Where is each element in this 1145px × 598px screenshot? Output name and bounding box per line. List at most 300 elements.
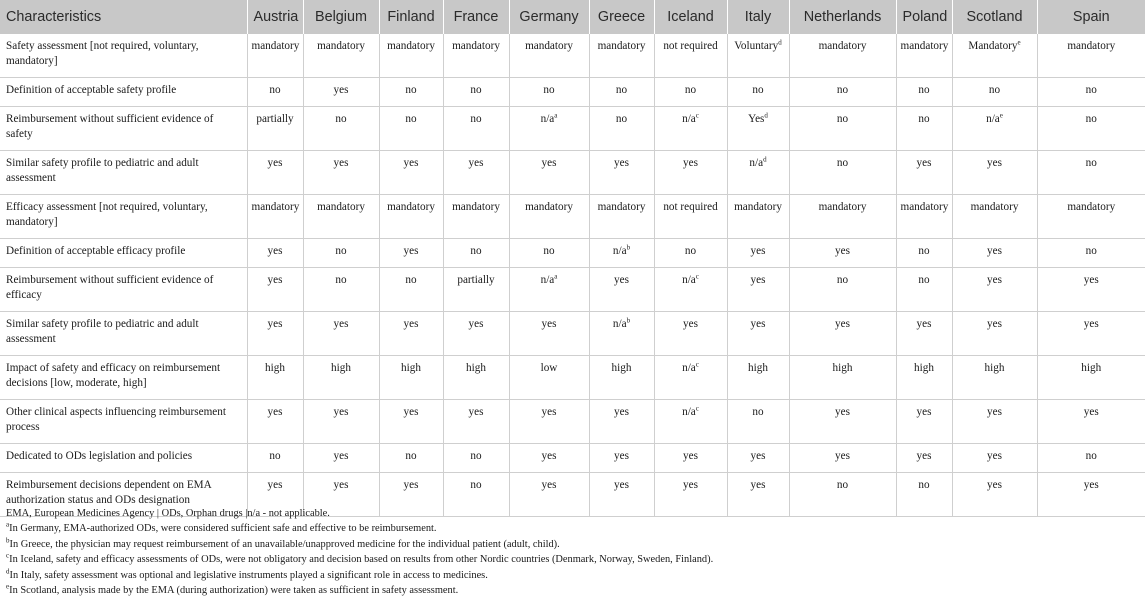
cell-value: no: [918, 84, 930, 96]
table-cell: [589, 195, 654, 239]
cell-value: yes: [835, 318, 850, 330]
cell-value: mandatory: [818, 201, 867, 213]
cell-value: no: [335, 274, 347, 286]
cell-value: yes: [987, 318, 1002, 330]
cell-value: no: [988, 84, 1001, 96]
cell-value: mandatory: [525, 201, 573, 213]
cell-value: no: [1085, 450, 1097, 462]
table-cell: [509, 107, 589, 151]
table-cell: [443, 195, 509, 239]
cell-value: no: [684, 245, 697, 257]
cell-value: yes: [916, 450, 932, 462]
cell-value: yes: [403, 479, 419, 491]
table-cell: [896, 268, 952, 312]
cell-value: n/a: [749, 157, 764, 169]
table-cell: [589, 34, 654, 78]
footnote-mark: c: [695, 111, 699, 120]
footnote-mark: a: [6, 520, 10, 529]
table-header-row: [0, 0, 1145, 34]
cell-value: no: [335, 245, 347, 257]
cell-value: yes: [750, 479, 766, 491]
cell-value: no: [1085, 84, 1097, 96]
cell-value: high: [466, 362, 486, 374]
table-cell: [379, 444, 443, 473]
cell-value: mandatory: [387, 201, 435, 213]
cell-value: mandatory: [317, 40, 365, 52]
footnote-mark: c: [695, 360, 699, 369]
table-cell: [379, 356, 443, 400]
table-cell: [247, 444, 303, 473]
cell-value: yes: [333, 406, 349, 418]
table-cell: [789, 268, 896, 312]
table-cell: [952, 78, 1037, 107]
cell-value: no: [752, 406, 764, 418]
table-cell: [727, 312, 789, 356]
table-cell: [589, 268, 654, 312]
table-row: [0, 195, 1145, 239]
table-cell: [1037, 78, 1145, 107]
table-cell: [952, 151, 1037, 195]
cell-value: yes: [750, 274, 766, 286]
cell-value: yes: [468, 406, 484, 418]
cell-value: no: [470, 113, 482, 125]
row-label: Dedicated to ODs legislation and policies: [0, 444, 247, 473]
cell-value: high: [748, 362, 768, 374]
table-cell: [1037, 312, 1145, 356]
cell-value: no: [918, 113, 930, 125]
cell-value: yes: [614, 157, 629, 169]
table-row: [0, 400, 1145, 444]
footnote-text: In Iceland, safety and efficacy assessments of ODs, were not obligatory and decision based on results from other Nordic countries (Denmark, Norway, Sweden, Finland).: [9, 554, 714, 566]
cell-value: yes: [835, 450, 850, 462]
cell-value: no: [836, 479, 849, 491]
table-cell: [1037, 400, 1145, 444]
footnote-mark: c: [695, 272, 699, 281]
table-cell: [789, 473, 896, 517]
row-label: Definition of acceptable efficacy profile: [0, 239, 247, 268]
footnote-mark: c: [6, 551, 10, 560]
cell-value: no: [1085, 113, 1097, 125]
cell-value: no: [1085, 245, 1097, 257]
table-cell: [1037, 268, 1145, 312]
cell-value: yes: [1083, 318, 1099, 330]
table-cell: [896, 151, 952, 195]
table-cell: [952, 195, 1037, 239]
cell-value: yes: [683, 318, 698, 330]
footnote: [6, 521, 713, 536]
table-cell: [654, 444, 727, 473]
header-austria: Austria: [247, 0, 303, 34]
header-characteristics: Characteristics: [0, 0, 247, 34]
table-cell: [509, 356, 589, 400]
cell-value: high: [331, 362, 351, 374]
cell-value: yes: [333, 157, 349, 169]
table-cell: [654, 107, 727, 151]
cell-value: yes: [1083, 406, 1099, 418]
cell-value: yes: [541, 157, 557, 169]
table-cell: [303, 312, 379, 356]
table-row: [0, 239, 1145, 268]
cell-value: no: [405, 113, 417, 125]
cell-value: partially: [256, 113, 294, 125]
table-cell: [896, 239, 952, 268]
cell-value: mandatory: [970, 201, 1019, 213]
cell-value: yes: [333, 450, 349, 462]
table-cell: [443, 400, 509, 444]
row-label: Efficacy assessment [not required, voluntary, mandatory]: [0, 195, 247, 239]
table-cell: [247, 312, 303, 356]
cell-value: no: [470, 84, 482, 96]
cell-value: n/a: [682, 113, 696, 125]
table-cell: [952, 400, 1037, 444]
table-cell: [727, 444, 789, 473]
table-row: [0, 312, 1145, 356]
table-row: [0, 356, 1145, 400]
table-row: [0, 34, 1145, 78]
cell-value: mandatory: [452, 40, 500, 52]
table-cell: [727, 473, 789, 517]
cell-value: yes: [835, 406, 850, 418]
table-cell: [303, 195, 379, 239]
table-cell: [247, 107, 303, 151]
cell-value: no: [836, 274, 849, 286]
cell-value: no: [918, 479, 930, 491]
cell-value: yes: [468, 157, 484, 169]
table-cell: [509, 34, 589, 78]
cell-value: yes: [614, 479, 629, 491]
footnote-mark: d: [778, 38, 782, 47]
cell-value: no: [405, 274, 417, 286]
footnote-mark: a: [554, 272, 558, 281]
cell-value: mandatory: [900, 201, 949, 213]
cell-value: yes: [987, 450, 1002, 462]
table-cell: [896, 400, 952, 444]
header-italy: Italy: [727, 0, 789, 34]
cell-value: yes: [541, 318, 557, 330]
table-cell: [727, 239, 789, 268]
header-poland: Poland: [896, 0, 952, 34]
table-cell: [1037, 239, 1145, 268]
cell-value: yes: [541, 450, 557, 462]
table-cell: [654, 400, 727, 444]
cell-value: yes: [750, 450, 766, 462]
cell-value: yes: [333, 318, 349, 330]
table-cell: [896, 356, 952, 400]
table-cell: [379, 195, 443, 239]
table-cell: [654, 78, 727, 107]
cell-value: mandatory: [525, 40, 573, 52]
table-row: [0, 107, 1145, 151]
table-cell: [247, 78, 303, 107]
footnote-text: In Germany, EMA-authorized ODs, were considered sufficient safe and effective to be reimbursement.: [9, 523, 437, 535]
table-cell: [443, 268, 509, 312]
cell-value: yes: [267, 245, 283, 257]
table-cell: [303, 107, 379, 151]
table-cell: [1037, 356, 1145, 400]
cell-value: yes: [916, 157, 932, 169]
table-cell: [896, 107, 952, 151]
table-cell: [247, 356, 303, 400]
cell-value: yes: [987, 479, 1002, 491]
table-cell: [509, 78, 589, 107]
table-cell: [247, 34, 303, 78]
cell-value: no: [836, 84, 849, 96]
table-cell: [509, 444, 589, 473]
table-cell: [654, 151, 727, 195]
footnote-mark: b: [626, 243, 631, 252]
footnote: [6, 506, 713, 521]
table-cell: [379, 312, 443, 356]
table-cell: [896, 78, 952, 107]
header-spain: Spain: [1037, 0, 1145, 34]
table-cell: [789, 195, 896, 239]
table-cell: [1037, 151, 1145, 195]
cell-value: yes: [333, 479, 349, 491]
cell-value: no: [684, 84, 697, 96]
cell-value: mandatory: [317, 201, 365, 213]
footnote-mark: d: [763, 155, 767, 164]
cell-value: yes: [541, 406, 557, 418]
cell-value: no: [335, 113, 347, 125]
footnote-text: In Greece, the physician may request reimbursement of an unavailable/unapproved medicine for the individual patient (adult, child).: [9, 538, 560, 550]
table-cell: [952, 473, 1037, 517]
cell-value: yes: [614, 450, 629, 462]
cell-value: low: [540, 362, 558, 374]
cell-value: mandatory: [387, 40, 435, 52]
table-cell: [789, 356, 896, 400]
footnote-text: EMA, European Medicines Agency | ODs, Orphan drugs |n/a - not applicable.: [6, 508, 330, 519]
row-label: Reimbursement decisions dependent on EMA authorization status and ODs designation: [0, 473, 247, 517]
cell-value: yes: [683, 157, 698, 169]
table-cell: [1037, 107, 1145, 151]
cell-value: high: [1081, 362, 1102, 374]
table-cell: [789, 444, 896, 473]
footnote-mark: b: [626, 316, 631, 325]
cell-value: yes: [987, 157, 1002, 169]
table-cell: [443, 356, 509, 400]
row-label: Reimbursement without sufficient evidence of efficacy: [0, 268, 247, 312]
cell-value: mandatory: [597, 201, 646, 213]
cell-value: partially: [457, 274, 495, 286]
table-cell: [727, 268, 789, 312]
table-cell: [789, 239, 896, 268]
cell-value: yes: [403, 318, 419, 330]
cell-value: mandatory: [734, 201, 782, 213]
cell-value: no: [470, 245, 482, 257]
table-cell: [789, 312, 896, 356]
cell-value: yes: [267, 274, 283, 286]
table-cell: [952, 444, 1037, 473]
cell-value: yes: [614, 274, 629, 286]
cell-value: yes: [750, 318, 766, 330]
cell-value: yes: [267, 406, 283, 418]
table-cell: [379, 151, 443, 195]
cell-value: mandatory: [452, 201, 500, 213]
table-cell: [727, 356, 789, 400]
row-label: Safety assessment [not required, voluntary, mandatory]: [0, 34, 247, 78]
table-cell: [589, 107, 654, 151]
table-cell: [589, 312, 654, 356]
header-iceland: Iceland: [654, 0, 727, 34]
table-cell: [443, 239, 509, 268]
table-cell: [654, 239, 727, 268]
cell-value: not required: [663, 201, 718, 213]
table-cell: [589, 239, 654, 268]
table-cell: [509, 195, 589, 239]
table-cell: [303, 356, 379, 400]
cell-value: yes: [267, 157, 283, 169]
row-label: Impact of safety and efficacy on reimbursement decisions [low, moderate, high]: [0, 356, 247, 400]
table-row: [0, 78, 1145, 107]
table-cell: [303, 239, 379, 268]
header-germany: Germany: [509, 0, 589, 34]
cell-value: no: [615, 113, 628, 125]
table-cell: [727, 151, 789, 195]
footnote-mark: d: [6, 567, 10, 576]
cell-value: high: [914, 362, 934, 374]
cell-value: yes: [1083, 274, 1099, 286]
table-cell: [896, 473, 952, 517]
row-label: Similar safety profile to pediatric and adult assessment: [0, 151, 247, 195]
cell-value: n/a: [986, 113, 1000, 125]
table-cell: [589, 151, 654, 195]
table-cell: [952, 356, 1037, 400]
cell-value: yes: [541, 479, 557, 491]
cell-value: n/a: [682, 362, 696, 374]
table-cell: [1037, 473, 1145, 517]
table-cell: [379, 268, 443, 312]
cell-value: yes: [403, 245, 419, 257]
cell-value: high: [401, 362, 421, 374]
cell-value: n/a: [612, 318, 627, 330]
footnote-mark: e: [999, 111, 1003, 120]
cell-value: high: [984, 362, 1005, 374]
cell-value: n/a: [682, 406, 696, 418]
cell-value: Voluntary: [734, 40, 779, 52]
table-cell: [379, 34, 443, 78]
header-belgium: Belgium: [303, 0, 379, 34]
cell-value: high: [265, 362, 285, 374]
table-cell: [1037, 444, 1145, 473]
table-cell: [789, 151, 896, 195]
table-row: [0, 151, 1145, 195]
table-cell: [509, 312, 589, 356]
row-label: Other clinical aspects influencing reimbursement process: [0, 400, 247, 444]
table-cell: [727, 400, 789, 444]
cell-value: no: [470, 450, 482, 462]
table-cell: [952, 107, 1037, 151]
table-cell: [727, 78, 789, 107]
cell-value: mandatory: [597, 40, 646, 52]
cell-value: no: [269, 84, 281, 96]
row-label: Reimbursement without sufficient evidence of safety: [0, 107, 247, 151]
table-footnotes: [0, 506, 713, 598]
cell-value: n/a: [540, 113, 555, 125]
table-cell: [443, 107, 509, 151]
table-cell: [654, 195, 727, 239]
cell-value: no: [752, 84, 764, 96]
table-cell: [727, 34, 789, 78]
cell-value: no: [405, 450, 417, 462]
cell-value: n/a: [540, 274, 555, 286]
cell-value: high: [611, 362, 632, 374]
table-cell: [379, 239, 443, 268]
table-cell: [952, 268, 1037, 312]
cell-value: no: [543, 84, 555, 96]
cell-value: high: [832, 362, 853, 374]
footnote-mark: e: [1017, 38, 1021, 47]
cell-value: n/a: [612, 245, 627, 257]
table-cell: [896, 312, 952, 356]
cell-value: mandatory: [1067, 201, 1116, 213]
table-cell: [379, 78, 443, 107]
cell-value: no: [918, 245, 930, 257]
cell-value: yes: [683, 450, 698, 462]
table-cell: [896, 444, 952, 473]
table-cell: [509, 268, 589, 312]
table-cell: [443, 34, 509, 78]
table-cell: [789, 34, 896, 78]
footnote-mark: e: [6, 582, 10, 591]
table-cell: [509, 400, 589, 444]
row-label: Definition of acceptable safety profile: [0, 78, 247, 107]
cell-value: no: [918, 274, 930, 286]
cell-value: no: [1085, 157, 1097, 169]
footnote-mark: a: [554, 111, 558, 120]
table-cell: [247, 195, 303, 239]
table-cell: [509, 151, 589, 195]
table-cell: [727, 107, 789, 151]
table-cell: [1037, 34, 1145, 78]
table-cell: [589, 78, 654, 107]
footnote: [6, 537, 713, 552]
footnote-mark: d: [764, 111, 768, 120]
header-finland: Finland: [379, 0, 443, 34]
cell-value: yes: [987, 245, 1002, 257]
table-cell: [896, 195, 952, 239]
cell-value: no: [543, 245, 555, 257]
cell-value: yes: [333, 84, 349, 96]
cell-value: no: [836, 113, 849, 125]
header-netherlands: Netherlands: [789, 0, 896, 34]
table-row: [0, 268, 1145, 312]
table-cell: [379, 400, 443, 444]
table-cell: [247, 151, 303, 195]
cell-value: n/a: [682, 274, 696, 286]
header-greece: Greece: [589, 0, 654, 34]
table-cell: [952, 312, 1037, 356]
table-cell: [509, 239, 589, 268]
cell-value: yes: [468, 318, 484, 330]
table-cell: [589, 400, 654, 444]
cell-value: no: [269, 450, 281, 462]
footnote-text: In Italy, safety assessment was optional and legislative instruments played a significant role in access to medicines.: [9, 569, 488, 581]
table-cell: [303, 34, 379, 78]
cell-value: no: [836, 157, 849, 169]
cell-value: yes: [1083, 479, 1099, 491]
table-row: [0, 444, 1145, 473]
table-cell: [589, 356, 654, 400]
footnote: [6, 552, 713, 567]
row-label: Similar safety profile to pediatric and adult assessment: [0, 312, 247, 356]
cell-value: no: [470, 479, 482, 491]
footnote-text: In Scotland, analysis made by the EMA (during authorization) were taken as sufficient in safety assessment.: [9, 585, 459, 597]
table-cell: [443, 312, 509, 356]
footnote-mark: b: [6, 536, 10, 545]
table-cell: [789, 107, 896, 151]
table-cell: [303, 78, 379, 107]
table-cell: [303, 151, 379, 195]
